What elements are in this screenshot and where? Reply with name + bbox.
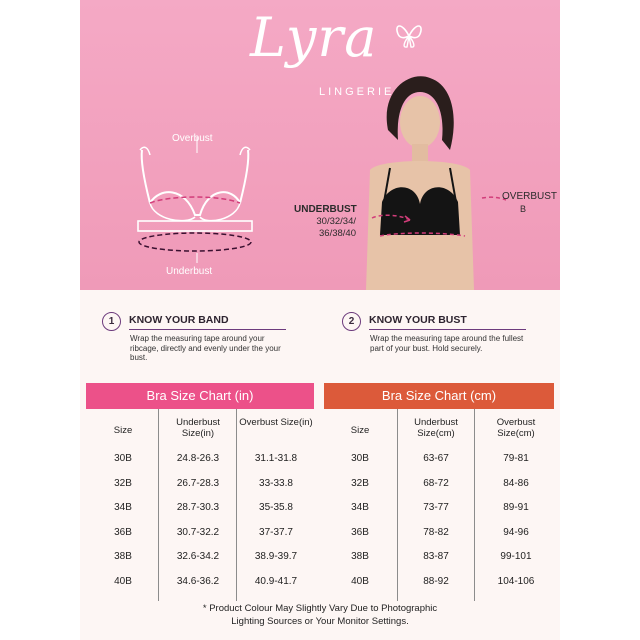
table-cell: 78-82 bbox=[423, 526, 449, 538]
table-cell: 38.9-39.7 bbox=[254, 551, 298, 562]
measurement-arrows bbox=[80, 0, 560, 290]
step-title: KNOW YOUR BUST bbox=[369, 314, 467, 326]
table-cell: 34B bbox=[114, 502, 132, 513]
table-cell: 32B bbox=[114, 477, 132, 489]
footnote-line-2: Lighting Sources or Your Monitor Settings. bbox=[231, 616, 409, 627]
table-cell: 30B bbox=[351, 453, 369, 464]
model-overbust-label: OVERBUST bbox=[502, 191, 558, 202]
table-cell: 68-72 bbox=[423, 477, 449, 489]
table-cell: 34B bbox=[351, 502, 369, 513]
table-cell: 89-91 bbox=[503, 502, 529, 513]
table-cell: 94-96 bbox=[503, 526, 529, 538]
table-row bbox=[324, 527, 554, 543]
disclaimer-footnote bbox=[80, 602, 560, 628]
size-guide-sheet bbox=[80, 0, 560, 640]
table-header-cell: Overbust Size(in) bbox=[239, 417, 313, 428]
size-chart-in-title: Bra Size Chart (in) bbox=[86, 383, 314, 409]
step-title: KNOW YOUR BAND bbox=[129, 314, 229, 326]
footnote-line-1: * Product Colour May Slightly Vary Due to Photographic bbox=[202, 603, 438, 614]
table-row bbox=[324, 551, 554, 567]
model-cup-label: B bbox=[520, 204, 527, 214]
table-row bbox=[86, 576, 314, 592]
size-chart-in-table bbox=[86, 409, 314, 601]
table-cell: 63-67 bbox=[423, 453, 449, 464]
table-cell: 88-92 bbox=[423, 575, 449, 587]
table-header-cell: Size bbox=[113, 425, 133, 436]
step-number-badge: 1 bbox=[102, 312, 121, 331]
diagram-overbust-label: Overbust bbox=[172, 133, 213, 144]
table-cell: 37-37.7 bbox=[259, 526, 293, 538]
table-cell: 73-77 bbox=[423, 502, 449, 513]
table-cell: 40.9-41.7 bbox=[254, 575, 298, 587]
diagram-underbust-label: Underbust bbox=[166, 266, 213, 277]
table-cell: 24.8-26.3 bbox=[176, 453, 220, 464]
table-row bbox=[324, 478, 554, 494]
step-description: Wrap the measuring tape around the fullest part of your bust. Hold securely. bbox=[370, 334, 524, 353]
table-cell: 33-33.8 bbox=[259, 477, 293, 489]
size-chart-cm-table bbox=[324, 409, 554, 601]
table-row bbox=[324, 576, 554, 592]
table-header-cell: Underbust Size(cm) bbox=[414, 417, 458, 439]
table-cell: 34.6-36.2 bbox=[176, 575, 220, 587]
table-header-cell: Underbust Size(in) bbox=[176, 417, 220, 439]
table-row bbox=[86, 478, 314, 494]
step-number-badge: 2 bbox=[342, 312, 361, 331]
table-cell: 83-87 bbox=[423, 551, 449, 562]
hero-banner bbox=[80, 0, 560, 290]
model-underbust-label: UNDERBUST bbox=[294, 204, 357, 215]
table-cell: 79-81 bbox=[503, 453, 529, 464]
table-cell: 26.7-28.3 bbox=[176, 477, 220, 489]
table-cell: 30.7-32.2 bbox=[176, 526, 220, 538]
table-header-cell: Size bbox=[350, 425, 370, 436]
table-cell: 38B bbox=[114, 551, 132, 562]
table-cell: 32.6-34.2 bbox=[176, 551, 220, 562]
table-row bbox=[86, 453, 314, 469]
table-cell: 40B bbox=[114, 575, 132, 587]
table-cell: 36B bbox=[351, 526, 369, 538]
table-header-cell: Overbust Size(cm) bbox=[496, 417, 536, 439]
table-row bbox=[86, 502, 314, 518]
brand-name: Lyra bbox=[250, 6, 378, 69]
step-description: Wrap the measuring tape around your ribcage, directly and evenly under the your bust. bbox=[130, 334, 281, 362]
table-cell: 35-35.8 bbox=[259, 502, 293, 513]
table-cell: 99-101 bbox=[500, 551, 532, 562]
table-cell: 84-86 bbox=[503, 477, 529, 489]
model-underbust-sizes: 30/32/34/ 36/38/40 bbox=[316, 216, 356, 239]
table-row bbox=[324, 453, 554, 469]
size-chart-cm-title: Bra Size Chart (cm) bbox=[324, 383, 554, 409]
table-cell: 32B bbox=[351, 477, 369, 489]
table-cell: 31.1-31.8 bbox=[254, 453, 298, 464]
table-cell: 38B bbox=[351, 551, 369, 562]
step-divider bbox=[129, 329, 286, 330]
table-cell: 104-106 bbox=[497, 575, 535, 587]
table-cell: 30B bbox=[114, 453, 132, 464]
table-row bbox=[86, 551, 314, 567]
table-row bbox=[86, 527, 314, 543]
brand-tagline: LINGERIE bbox=[319, 86, 395, 98]
table-row bbox=[324, 502, 554, 518]
table-cell: 28.7-30.3 bbox=[176, 502, 220, 513]
step-divider bbox=[369, 329, 526, 330]
table-cell: 40B bbox=[351, 575, 369, 587]
table-cell: 36B bbox=[114, 526, 132, 538]
